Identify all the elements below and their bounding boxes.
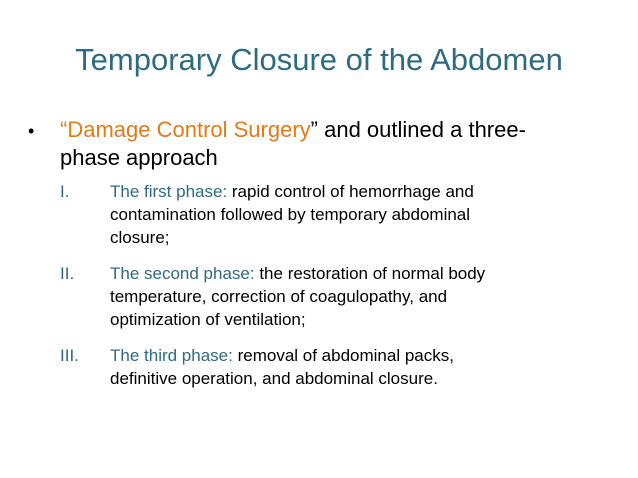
main-bullet-line-1 (60, 116, 615, 144)
phase-line: temperature, correction of coagulopathy, and (110, 287, 448, 306)
phase-label: The first phase: (110, 182, 228, 201)
phase-line (110, 262, 590, 285)
phase-line: contamination followed by temporary abdominal (110, 205, 471, 224)
phase-numeral: I. (60, 182, 70, 201)
main-bullet-text (60, 116, 615, 172)
phase-line: optimization of ventilation; (110, 310, 306, 329)
phase-line-1-rest: removal of abdominal packs, (232, 346, 454, 365)
phase-line: closure; (110, 228, 170, 247)
phase-numeral: III. (60, 346, 79, 365)
main-bullet-line-1-rest: and outlined a three- (318, 117, 526, 142)
bullet-marker: • (28, 121, 35, 141)
phase-text (110, 344, 590, 390)
phase-line (110, 180, 590, 203)
open-quote: “ (60, 117, 68, 142)
phase-text (110, 262, 590, 331)
phase-line (110, 344, 590, 367)
main-bullet-line-2: phase approach (60, 145, 218, 170)
phase-label: The third phase: (110, 346, 233, 365)
phase-line: definitive operation, and abdominal closure. (110, 369, 438, 388)
close-quote: ” (310, 117, 318, 142)
phase-label: The second phase: (110, 264, 255, 283)
phase-text (110, 180, 590, 249)
slide-title: Temporary Closure of the Abdomen (75, 42, 563, 77)
phase-line-1-rest: the restoration of normal body (254, 264, 486, 283)
phase-line-1-rest: rapid control of hemorrhage and (227, 182, 474, 201)
phase-numeral: II. (60, 264, 75, 283)
damage-control-surgery-highlight: Damage Control Surgery (67, 117, 311, 142)
